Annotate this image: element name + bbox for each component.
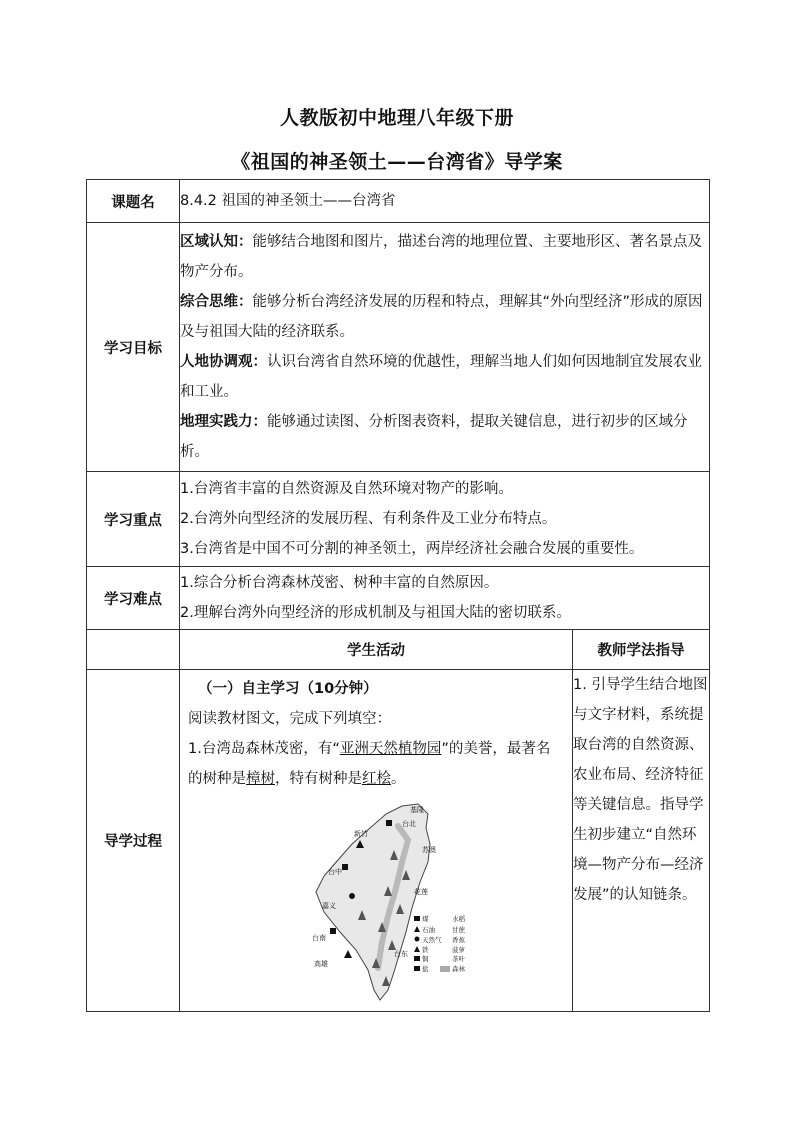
objective-item: 综合思维：能够分析台湾经济发展的历程和特点，理解其“外向型经济”形成的原因及与祖国大陆的经济联系。 [180,294,703,340]
city-label: 新竹 [354,830,368,838]
city-label: 基隆 [410,806,424,814]
city-label: 花莲 [414,888,428,896]
question-1: 1.台湾岛森林茂密，有“亚洲天然植物园”的美誉，最著名的树种是樟树，特有树种是红桧。 [188,741,551,787]
difficulty-item: 1.综合分析台湾森林茂密、树种丰富的自然原因。 [180,575,499,591]
city-label: 台东 [394,950,408,958]
empty-header-cell [87,630,180,670]
city-label: 台北 [402,820,416,828]
difficulty-label: 学习难点 [87,567,180,630]
svg-text:香蕉: 香蕉 [452,936,465,944]
city-label: 台中 [328,868,342,876]
svg-text:天然气: 天然气 [422,936,442,944]
objectives-list [180,223,710,472]
process-label: 导学过程 [87,670,180,1012]
svg-text:煤: 煤 [422,915,429,923]
teacher-guide-header: 教师学法指导 [573,630,710,670]
city-label: 台南 [312,934,326,942]
document-title: 人教版初中地理八年级下册 [279,107,514,129]
svg-text:甘蔗: 甘蔗 [452,926,465,934]
objective-item: 人地协调观：认识台湾省自然环境的优越性，理解当地人们如何因地制宜发展农业和工业。 [180,354,702,400]
svg-text:铜: 铜 [422,955,429,963]
answer-blank: 红桧 [362,771,391,787]
topic-label: 课题名 [87,180,180,223]
answer-blank: 亚洲天然植物园 [339,741,442,757]
student-activity-header: 学生活动 [180,630,573,670]
svg-text:石油: 石油 [422,926,435,934]
document-subtitle: 《祖国的神圣领土——台湾省》导学案 [231,151,563,173]
svg-text:茶叶: 茶叶 [452,955,465,963]
key-point-item: 1.台湾省丰富的自然资源及自然环境对物产的影响。 [180,481,513,497]
svg-text:铁: 铁 [422,946,429,954]
city-label: 嘉义 [322,902,336,910]
difficulty-item: 2.理解台湾外向型经济的形成机制及与祖国大陆的密切联系。 [180,605,571,621]
teacher-guide-text: 1. 引导学生结合地图与文字材料，系统提取台湾的自然资源、农业布局、经济特征等关键信息。指导学生初步建立“自然环境—物产分布—经济发展”的认知链条。 [573,677,708,903]
difficulty-list [180,567,710,630]
taiwan-resource-map [290,800,530,1008]
instruction-text: 阅读教材图文，完成下列填空： [188,711,391,727]
objectives-label: 学习目标 [87,223,180,472]
answer-blank: 樟树 [246,771,275,787]
objective-item: 区域认知：能够结合地图和图片，描述台湾的地理位置、主要地形区、著名景点及物产分布。 [180,234,702,280]
topic-value: 8.4.2 祖国的神圣领土——台湾省 [180,180,710,223]
teacher-guide-cell [573,670,710,1012]
key-points-list [180,472,710,567]
key-points-label: 学习重点 [87,472,180,567]
objective-item: 地理实践力：能够通过读图、分析图表资料，提取关键信息，进行初步的区域分析。 [180,414,688,460]
svg-text:盐: 盐 [422,965,429,973]
guide-table [86,179,710,1012]
key-point-item: 3.台湾省是中国不可分割的神圣领土，两岸经济社会融合发展的重要性。 [180,541,644,557]
svg-text:菠萝: 菠萝 [452,946,465,954]
key-point-item: 2.台湾外向型经济的发展历程、有利条件及工业分布特点。 [180,511,557,527]
map-legend [414,914,466,973]
city-label: 苏澳 [422,846,436,854]
student-activity-cell [180,670,573,1012]
section-title: （一）自主学习（10分钟） [198,681,378,697]
city-label: 高雄 [314,960,328,968]
svg-text:水稻: 水稻 [452,915,465,923]
svg-text:森林: 森林 [452,965,465,973]
